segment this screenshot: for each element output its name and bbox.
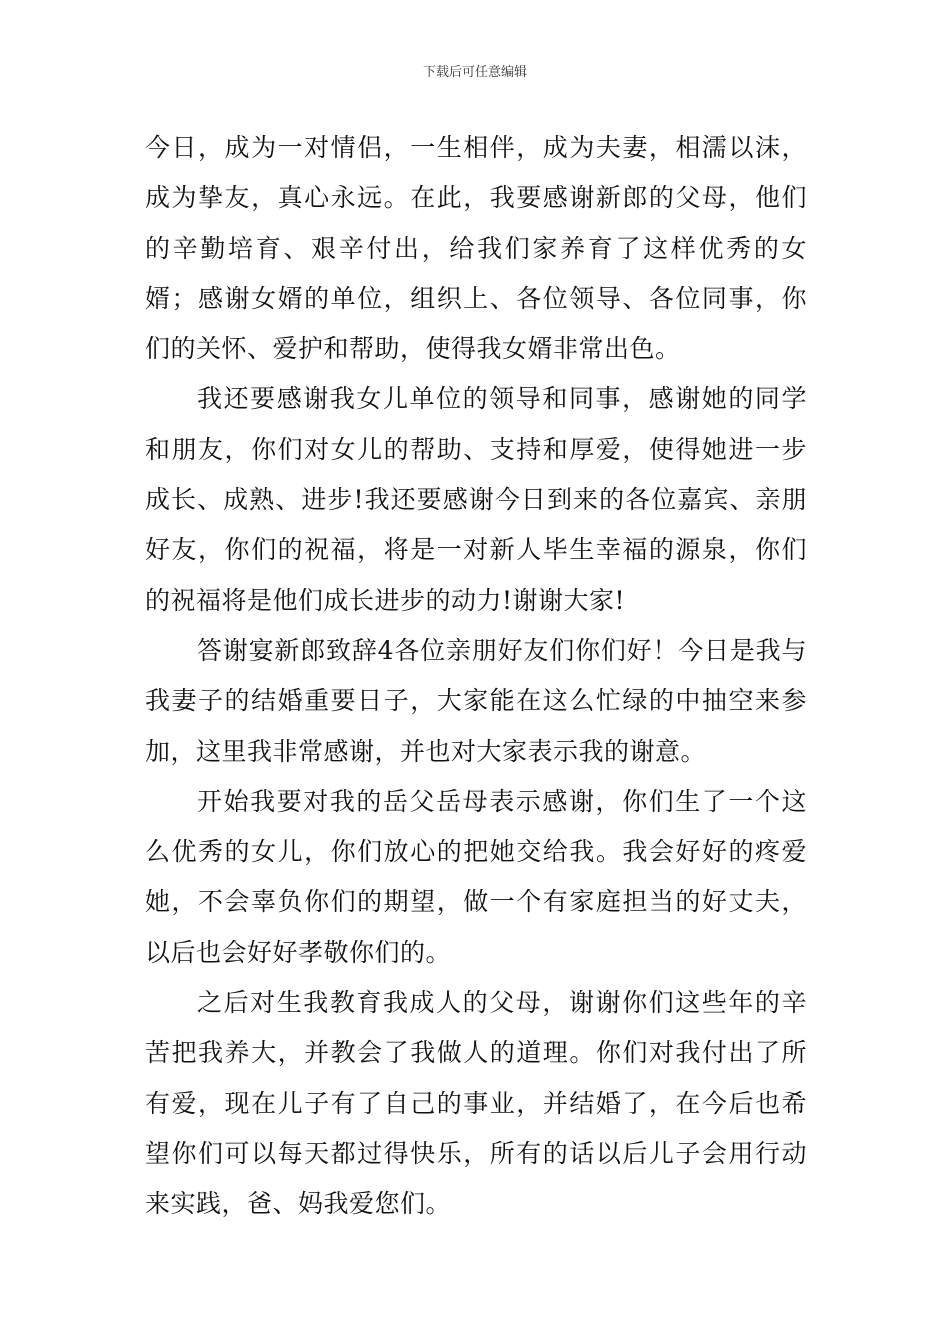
paragraph-1: 今日，成为一对情侣，一生相伴，成为夫妻，相濡以沫，成为挚友，真心永远。在此，我要感谢新郎的父母，他们的辛勤培育、艰辛付出，给我们家养育了这样优秀的女婿；感谢女婿的单位，组织上、各位领导、各位同事，你们的关怀、爱护和帮助，使得我女婿非常出色。	[145, 133, 807, 364]
paragraph-4: 开始我要对我的岳父岳母表示感谢，你们生了一个这么优秀的女儿，你们放心的把她交给我。我会好好的疼爱她，不会辜负你们的期望，做一个有家庭担当的好丈夫，以后也会好好孝敬你们的。	[145, 786, 807, 967]
paragraph-2: 我还要感谢我女儿单位的领导和同事，感谢她的同学和朋友，你们对女儿的帮助、支持和厚爱，使得她进一步成长、成熟、进步!我还要感谢今日到来的各位嘉宾、亲朋好友，你们的祝福，将是一对新人毕生幸福的源泉，你们的祝福将是他们成长进步的动力!谢谢大家!	[145, 384, 807, 615]
paragraph-3: 答谢宴新郎致辞4各位亲朋好友们你们好！今日是我与我妻子的结婚重要日子，大家能在这么忙绿的中抽空来参加，这里我非常感谢，并也对大家表示我的谢意。	[145, 635, 807, 766]
paragraph-5: 之后对生我教育我成人的父母，谢谢你们这些年的辛苦把我养大，并教会了我做人的道理。你们对我付出了所有爱，现在儿子有了自己的事业，并结婚了，在今后也希望你们可以每天都过得快乐，所有的话以后儿子会用行动来实践，爸、妈我爱您们。	[145, 988, 807, 1219]
page-header: 下载后可任意编辑	[422, 65, 527, 80]
document-body	[145, 123, 807, 1230]
